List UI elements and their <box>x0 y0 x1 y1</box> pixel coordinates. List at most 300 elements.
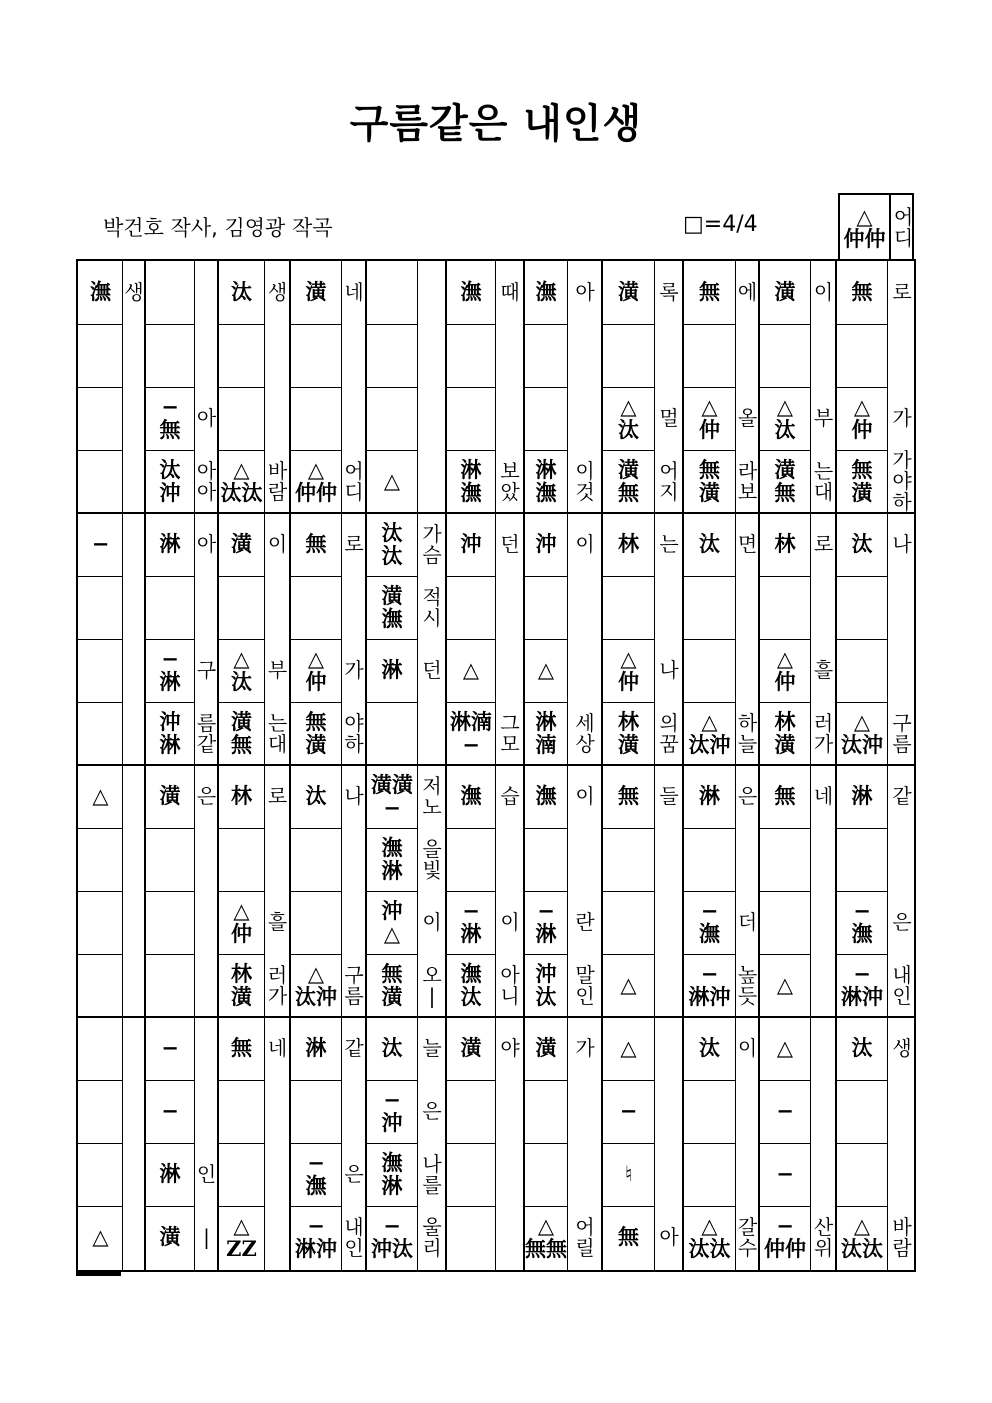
row-divider <box>524 828 568 829</box>
note-cell <box>759 891 811 954</box>
note-cell <box>524 1143 568 1206</box>
note-cell: △ <box>462 657 480 683</box>
lyric-cell: 내 인 <box>892 962 912 1008</box>
note-cell <box>290 828 342 891</box>
note-cell <box>218 1080 265 1143</box>
row-divider <box>602 387 655 388</box>
lyric-cell: 아 니 <box>500 962 520 1008</box>
lyric-cell <box>123 1017 145 1080</box>
lyric-cell: 산 위 <box>813 1214 834 1260</box>
note-cell: 汰 <box>851 531 873 557</box>
note-cell: 汰 汰 <box>381 520 403 568</box>
lyric-cell: 구 <box>196 658 217 682</box>
lyric-cell <box>265 387 290 450</box>
note-cell <box>683 1080 736 1143</box>
note-cell <box>446 576 496 639</box>
lyric-cell: 의 꿈 <box>659 710 679 756</box>
note-cell <box>145 261 195 324</box>
lyric-cell <box>736 639 759 702</box>
note-cell <box>218 1143 265 1206</box>
row-divider <box>366 576 418 577</box>
row-divider <box>836 891 888 892</box>
note-cell: 潕 淋 <box>381 835 403 883</box>
note-cell: 林 潢 <box>618 709 639 757</box>
lyric-cell <box>265 324 290 387</box>
note-cell: 淋 <box>851 783 873 809</box>
note-cell: 淋湳 − <box>450 709 492 757</box>
lyric-cell: 네 <box>813 784 834 808</box>
note-cell: △ 汰汰 <box>688 1213 731 1261</box>
lyric-cell: 이 <box>267 532 288 556</box>
row-divider <box>78 1143 123 1144</box>
lyric-cell: 오 | <box>422 962 442 1008</box>
lyric-cell <box>123 828 145 891</box>
row-divider <box>759 324 811 325</box>
lyric-cell: 구 름 <box>892 710 912 756</box>
row-divider <box>446 702 496 703</box>
lyric-cell: 네 <box>344 280 364 304</box>
row-divider <box>524 891 568 892</box>
note-cell <box>366 387 418 450</box>
lyric-cell <box>811 1143 836 1206</box>
lyric-cell: 이 것 <box>575 458 595 504</box>
row-divider <box>145 450 195 451</box>
note-cell: 淋 湳 <box>535 709 557 757</box>
lyric-cell <box>888 639 916 702</box>
lyric-cell: 같 <box>344 1036 364 1060</box>
lyric-cell <box>568 324 602 387</box>
row-divider <box>683 576 736 577</box>
note-cell <box>683 1143 736 1206</box>
note-cell <box>446 1080 496 1143</box>
lyric-cell: 이 <box>575 784 595 808</box>
row-divider <box>683 702 736 703</box>
note-cell: 潢 <box>460 1035 482 1061</box>
note-cell: − 淋 <box>535 898 557 946</box>
row-divider <box>78 828 123 829</box>
note-cell: 汰 <box>851 1035 873 1061</box>
row-divider <box>759 828 811 829</box>
lyric-cell: 네 <box>267 1036 288 1060</box>
row-divider <box>290 1080 342 1081</box>
lyric-cell <box>123 1206 145 1269</box>
note-cell <box>524 1080 568 1143</box>
note-cell <box>683 639 736 702</box>
lyric-cell: 흘 <box>813 658 834 682</box>
row-divider <box>759 891 811 892</box>
pickup-note: △ 仲仲 <box>840 195 891 261</box>
row-divider <box>446 387 496 388</box>
lyric-cell: 생 <box>892 1036 912 1060</box>
note-cell <box>836 324 888 387</box>
note-cell <box>290 1080 342 1143</box>
row-divider <box>366 324 418 325</box>
note-cell: △ <box>620 1035 637 1061</box>
note-cell: 潢 <box>159 783 181 809</box>
note-cell: − <box>776 1098 794 1124</box>
row-divider <box>602 891 655 892</box>
row-divider <box>524 324 568 325</box>
row-divider <box>218 1206 265 1207</box>
pickup-measure <box>838 193 914 259</box>
lyric-cell <box>123 1143 145 1206</box>
note-cell <box>683 828 736 891</box>
lyric-cell: 갈 수 <box>737 1214 758 1260</box>
note-cell: △ ZZ <box>226 1213 257 1261</box>
note-cell <box>290 891 342 954</box>
row-divider <box>218 639 265 640</box>
note-cell: 潕 <box>535 783 557 809</box>
lyric-cell: 록 <box>659 280 679 304</box>
note-cell: △ 汰 <box>774 394 796 442</box>
lyric-cell: 는 대 <box>267 710 288 756</box>
note-cell: 潕 汰 <box>460 961 482 1009</box>
lyric-cell <box>123 1080 145 1143</box>
lyric-cell: 나 를 <box>422 1151 442 1197</box>
row-divider <box>836 954 888 955</box>
lyric-cell: 보 았 <box>500 458 520 504</box>
note-cell: △ 無無 <box>525 1213 567 1261</box>
note-cell <box>145 324 195 387</box>
lyric-cell <box>418 387 446 450</box>
row-divider <box>524 1080 568 1081</box>
lyric-cell <box>655 1017 683 1080</box>
lyric-cell <box>568 1143 602 1206</box>
row-divider <box>836 1206 888 1207</box>
note-cell: 無 <box>618 1224 639 1250</box>
row-divider <box>78 891 123 892</box>
row-divider <box>366 1206 418 1207</box>
row-divider <box>759 1080 811 1081</box>
note-cell <box>145 576 195 639</box>
lyric-cell <box>195 324 218 387</box>
lyric-cell <box>123 702 145 765</box>
row-divider <box>836 702 888 703</box>
note-cell: 潢潢 − <box>371 772 413 820</box>
row-divider <box>145 1143 195 1144</box>
lyric-cell <box>811 828 836 891</box>
lyric-cell <box>655 828 683 891</box>
row-divider <box>145 639 195 640</box>
lyric-cell <box>736 576 759 639</box>
note-cell <box>446 1206 496 1269</box>
lyric-cell <box>736 828 759 891</box>
note-cell: △ 汰 <box>618 394 639 442</box>
note-cell <box>446 324 496 387</box>
row-divider <box>78 954 123 955</box>
row-divider <box>446 639 496 640</box>
lyric-cell <box>496 387 524 450</box>
row-divider <box>290 702 342 703</box>
note-cell: △ <box>92 1224 109 1250</box>
row-divider <box>602 639 655 640</box>
row-divider <box>290 828 342 829</box>
note-cell: △ 汰沖 <box>688 709 731 757</box>
note-cell <box>683 324 736 387</box>
row-divider <box>602 1206 655 1207</box>
credits: 박건호 작사, 김영광 작곡 <box>103 216 333 240</box>
page-title: 구름같은 내인생 <box>349 101 643 147</box>
note-cell: − <box>776 1161 794 1187</box>
note-cell: 潢 <box>618 279 639 305</box>
row-divider <box>524 576 568 577</box>
lyric-cell <box>736 1143 759 1206</box>
lyric-cell: 러 가 <box>267 962 288 1008</box>
note-cell: − 沖 <box>381 1087 403 1135</box>
row-divider <box>836 576 888 577</box>
note-cell: △ 仲 <box>618 646 639 694</box>
row-divider <box>290 387 342 388</box>
lyric-cell: 흘 <box>267 910 288 934</box>
note-cell: − <box>619 1098 638 1124</box>
lyric-cell: 로 <box>344 532 364 556</box>
lyric-cell <box>496 1143 524 1206</box>
note-cell <box>78 324 123 387</box>
row-divider <box>290 1143 342 1144</box>
lyric-cell <box>496 324 524 387</box>
row-divider <box>602 324 655 325</box>
row-divider <box>524 1143 568 1144</box>
note-cell <box>836 1080 888 1143</box>
row-divider <box>602 702 655 703</box>
lyric-cell <box>888 1080 916 1143</box>
lyric-cell: 로 <box>267 784 288 808</box>
row-divider <box>145 324 195 325</box>
lyric-cell: 부 <box>813 406 834 430</box>
note-cell <box>446 1143 496 1206</box>
lyric-cell: 습 <box>500 784 520 808</box>
row-divider <box>446 828 496 829</box>
note-cell <box>78 450 123 513</box>
note-cell: △ <box>92 783 109 809</box>
row-divider <box>683 639 736 640</box>
lyric-cell: 나 <box>344 784 364 808</box>
lyric-cell: 아 아 <box>196 458 217 504</box>
lyric-cell <box>655 1143 683 1206</box>
note-cell: − 沖汰 <box>371 1213 413 1261</box>
note-cell <box>78 1143 123 1206</box>
lyric-cell: 바 람 <box>267 458 288 504</box>
lyric-cell: 어 릴 <box>575 1214 595 1260</box>
lyric-cell <box>195 828 218 891</box>
row-divider <box>836 324 888 325</box>
row-divider <box>446 450 496 451</box>
row-divider <box>683 1080 736 1081</box>
note-cell: 潢 潕 <box>381 583 403 631</box>
system-divider <box>78 764 914 766</box>
note-cell: 淋 潕 <box>460 457 482 505</box>
lyric-cell: 이 <box>813 280 834 304</box>
lyric-cell <box>496 639 524 702</box>
lyric-cell <box>418 450 446 513</box>
note-cell: 林 潢 <box>774 709 796 757</box>
note-cell: 無 <box>699 279 720 305</box>
row-divider <box>759 702 811 703</box>
note-cell <box>145 954 195 1017</box>
note-cell <box>290 324 342 387</box>
note-cell: 沖 淋 <box>159 709 181 757</box>
lyric-cell: 에 <box>737 280 758 304</box>
row-divider <box>683 954 736 955</box>
row-divider <box>290 891 342 892</box>
note-cell: 汰 <box>231 279 252 305</box>
note-cell: 淋 <box>305 1035 327 1061</box>
note-cell: △ <box>776 1035 794 1061</box>
row-divider <box>683 891 736 892</box>
row-divider <box>218 576 265 577</box>
note-cell: △ <box>776 972 794 998</box>
lyric-cell: 생 <box>267 280 288 304</box>
lyric-cell: 가 <box>892 406 912 430</box>
note-cell: − 仲仲 <box>764 1213 806 1261</box>
lyric-cell <box>195 891 218 954</box>
lyric-cell: 어 디 <box>344 458 364 504</box>
lyric-cell: 울 리 <box>422 1214 442 1260</box>
lyric-cell: 아 <box>575 280 595 304</box>
lyric-cell: 로 <box>892 280 912 304</box>
note-cell: 無 <box>305 531 327 557</box>
row-divider <box>366 954 418 955</box>
note-cell: − 淋沖 <box>841 961 883 1009</box>
row-divider <box>218 1143 265 1144</box>
row-divider <box>145 576 195 577</box>
row-divider <box>145 1206 195 1207</box>
row-divider <box>366 828 418 829</box>
note-cell <box>366 261 418 324</box>
row-divider <box>290 450 342 451</box>
lyric-cell <box>568 576 602 639</box>
lyric-cell: 같 <box>892 784 912 808</box>
note-cell <box>836 639 888 702</box>
row-divider <box>366 702 418 703</box>
row-divider <box>524 450 568 451</box>
lyric-cell: 은 <box>737 784 758 808</box>
note-cell <box>78 828 123 891</box>
row-divider <box>602 450 655 451</box>
lyric-cell: 아 <box>196 406 217 430</box>
lyric-cell <box>195 576 218 639</box>
lyric-cell <box>811 576 836 639</box>
lyric-cell <box>265 1080 290 1143</box>
row-divider <box>218 702 265 703</box>
lyric-cell <box>195 1080 218 1143</box>
note-cell: 潢 無 <box>774 457 796 505</box>
note-cell <box>759 828 811 891</box>
note-cell: 無 潢 <box>851 457 873 505</box>
lyric-cell <box>736 324 759 387</box>
note-cell: △ 汰汰 <box>841 1213 883 1261</box>
row-divider <box>524 702 568 703</box>
lyric-cell <box>123 954 145 1017</box>
note-cell: △ <box>537 657 555 683</box>
lyric-cell <box>342 324 366 387</box>
lyric-cell: 더 <box>737 910 758 934</box>
lyric-cell: 이 <box>500 910 520 934</box>
lyric-cell: 는 대 <box>813 458 834 504</box>
lyric-cell <box>568 1080 602 1143</box>
lyric-cell <box>265 1143 290 1206</box>
lyric-cell <box>888 1143 916 1206</box>
note-cell: 汰 <box>305 783 327 809</box>
row-divider <box>218 387 265 388</box>
row-divider <box>446 954 496 955</box>
lyric-cell <box>195 954 218 1017</box>
note-cell: △ 仲 <box>305 646 327 694</box>
lyric-cell <box>342 576 366 639</box>
lyric-cell <box>496 576 524 639</box>
note-cell: △ 仲 <box>231 898 252 946</box>
row-divider <box>290 576 342 577</box>
row-divider <box>602 828 655 829</box>
row-divider <box>290 954 342 955</box>
lyric-cell: 은 <box>422 1099 442 1123</box>
note-cell <box>366 702 418 765</box>
lyric-cell: 로 <box>813 532 834 556</box>
lyric-cell: 올 <box>737 406 758 430</box>
note-cell <box>78 891 123 954</box>
note-cell <box>446 387 496 450</box>
lyric-cell <box>123 891 145 954</box>
row-divider <box>366 1080 418 1081</box>
note-cell: 汰 沖 <box>159 457 181 505</box>
row-divider <box>145 828 195 829</box>
note-cell: 無 <box>618 783 639 809</box>
note-cell: − <box>161 1035 179 1061</box>
lyric-cell: 어 지 <box>659 458 679 504</box>
row-divider <box>145 702 195 703</box>
row-divider <box>683 828 736 829</box>
note-cell: 無 <box>231 1035 252 1061</box>
lyric-cell: 나 <box>659 658 679 682</box>
note-cell <box>524 324 568 387</box>
lyric-cell: 높 듯 <box>737 962 758 1008</box>
lyric-cell <box>123 387 145 450</box>
lyric-cell <box>568 387 602 450</box>
lyric-cell: 아 <box>196 532 217 556</box>
lyric-cell <box>655 576 683 639</box>
lyric-cell: 면 <box>737 532 758 556</box>
note-cell <box>78 1080 123 1143</box>
row-divider <box>145 954 195 955</box>
note-cell: 潕 <box>535 279 557 305</box>
note-cell: △ 汰 <box>231 646 252 694</box>
row-divider <box>446 891 496 892</box>
lyric-cell <box>195 261 218 324</box>
row-divider <box>683 387 736 388</box>
lyric-cell: 가 슴 <box>422 521 442 567</box>
lyric-cell <box>342 891 366 954</box>
lyric-cell <box>496 1206 524 1269</box>
lyric-cell: | <box>203 1225 210 1249</box>
note-cell: − <box>161 1098 179 1124</box>
note-cell: 汰 <box>381 1035 403 1061</box>
lyric-cell <box>655 954 683 1017</box>
row-divider <box>759 954 811 955</box>
row-divider <box>145 1080 195 1081</box>
row-divider <box>145 387 195 388</box>
lyric-cell <box>655 324 683 387</box>
row-divider <box>218 324 265 325</box>
note-cell: 潢 <box>231 531 252 557</box>
row-divider <box>759 450 811 451</box>
note-cell: 沖 <box>460 531 482 557</box>
note-cell <box>836 1143 888 1206</box>
note-cell: − 淋 <box>159 646 181 694</box>
note-cell: 潕 <box>460 279 482 305</box>
row-divider <box>145 891 195 892</box>
lyric-cell: 늘 <box>422 1036 442 1060</box>
score-grid <box>76 259 916 1272</box>
